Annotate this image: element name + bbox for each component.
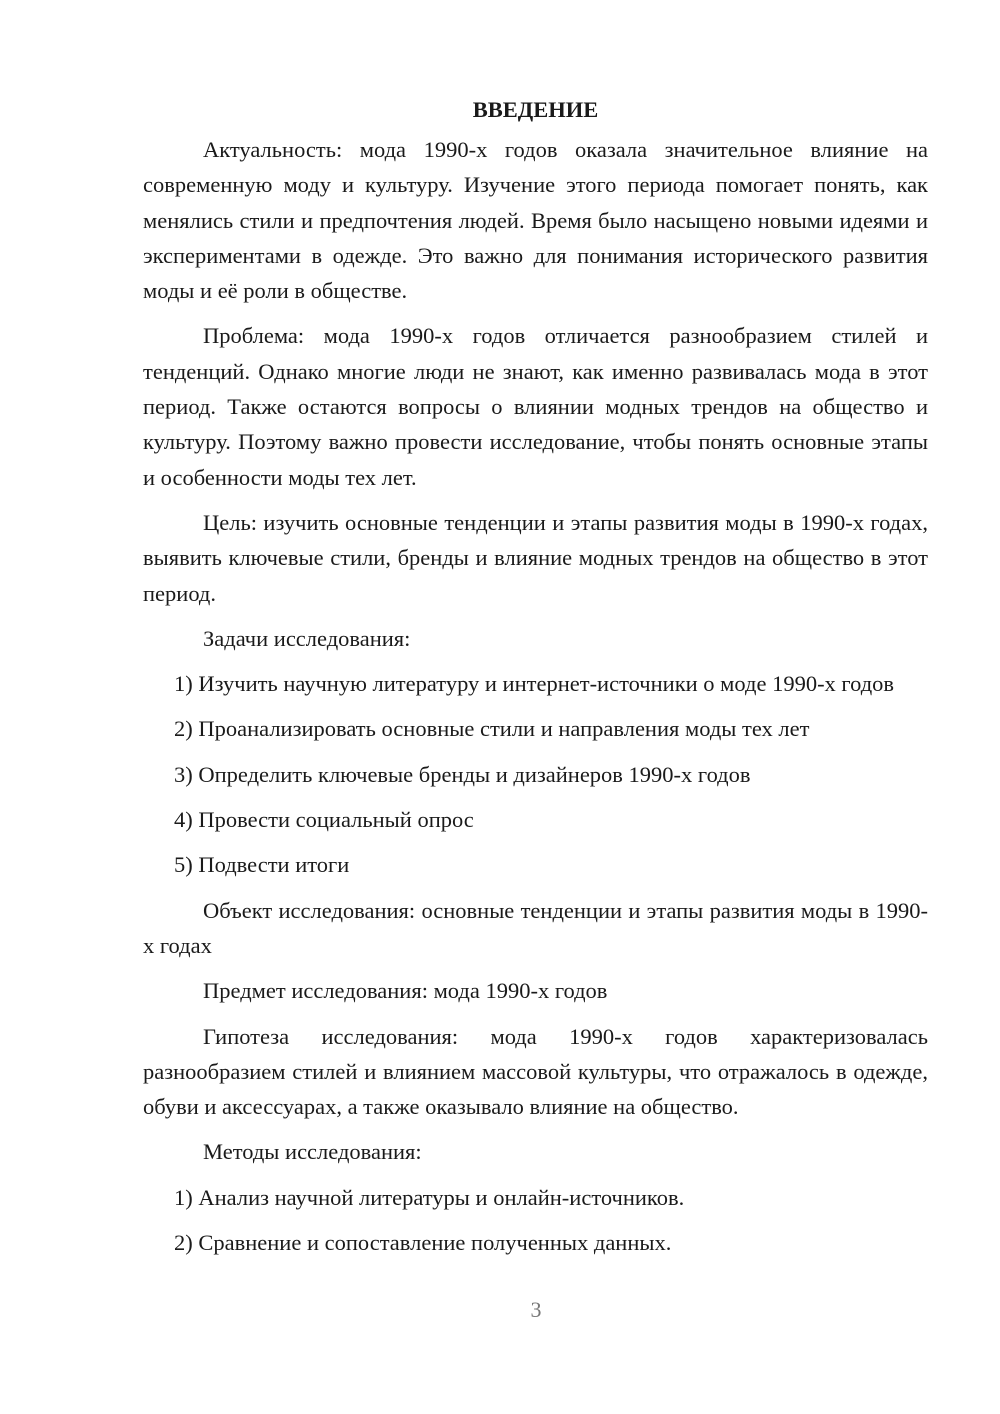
goal-paragraph: Цель: изучить основные тенденции и этапы развития моды в 1990-х годах, выявить ключевые стили, бренды и влияние модных трендов на общество в этот период. [143, 509, 928, 606]
methods-list [143, 1180, 928, 1261]
task-item: 4) Провести социальный опрос [174, 807, 474, 833]
method-item: 1) Анализ научной литературы и онлайн-источников. [174, 1184, 685, 1210]
task-item: 3) Определить ключевые бренды и дизайнеров 1990-х годов [174, 761, 751, 787]
task-item: 1) Изучить научную литературу и интернет-источники о моде 1990-х годов [174, 671, 895, 697]
hypothesis-paragraph: Гипотеза исследования: мода 1990-х годов характеризовалась разнообразием стилей и влиянием массовой культуры, что отражалось в одежде, обуви и аксессуарах, а также оказывало влияние на общество. [143, 1023, 928, 1120]
task-item: 5) Подвести итоги [174, 852, 350, 878]
methods-title: Методы исследования: [203, 1139, 422, 1165]
problem-paragraph: Проблема: мода 1990-х годов отличается разнообразием стилей и тенденций. Однако многие люди не знают, как именно развивалась мода в этот период. Также остаются вопросы о влиянии модных трендов на общество и культуру. Поэтому важно провести исследование, чтобы понять основные этапы и особенности моды тех лет. [143, 323, 928, 490]
object-paragraph: Объект исследования: основные тенденции и этапы развития моды в 1990-х годах [143, 897, 928, 958]
tasks-list [143, 666, 928, 882]
task-item: 2) Проанализировать основные стили и направления моды тех лет [174, 716, 810, 742]
subject-paragraph: Предмет исследования: мода 1990-х годов [203, 978, 608, 1004]
document-page [143, 95, 928, 1260]
relevance-paragraph: Актуальность: мода 1990-х годов оказала значительное влияние на современную моду и культуру. Изучение этого периода помогает понять, как менялись стили и предпочтения людей. Время было насыщено новыми идеями и экспериментами в одежде. Это важно для понимания исторического развития моды и её роли в обществе. [143, 137, 928, 304]
tasks-title: Задачи исследования: [203, 625, 411, 651]
section-heading: ВВЕДЕНИЕ [472, 97, 599, 122]
method-item: 2) Сравнение и сопоставление полученных данных. [174, 1230, 672, 1256]
page-number: 3 [530, 1297, 542, 1322]
